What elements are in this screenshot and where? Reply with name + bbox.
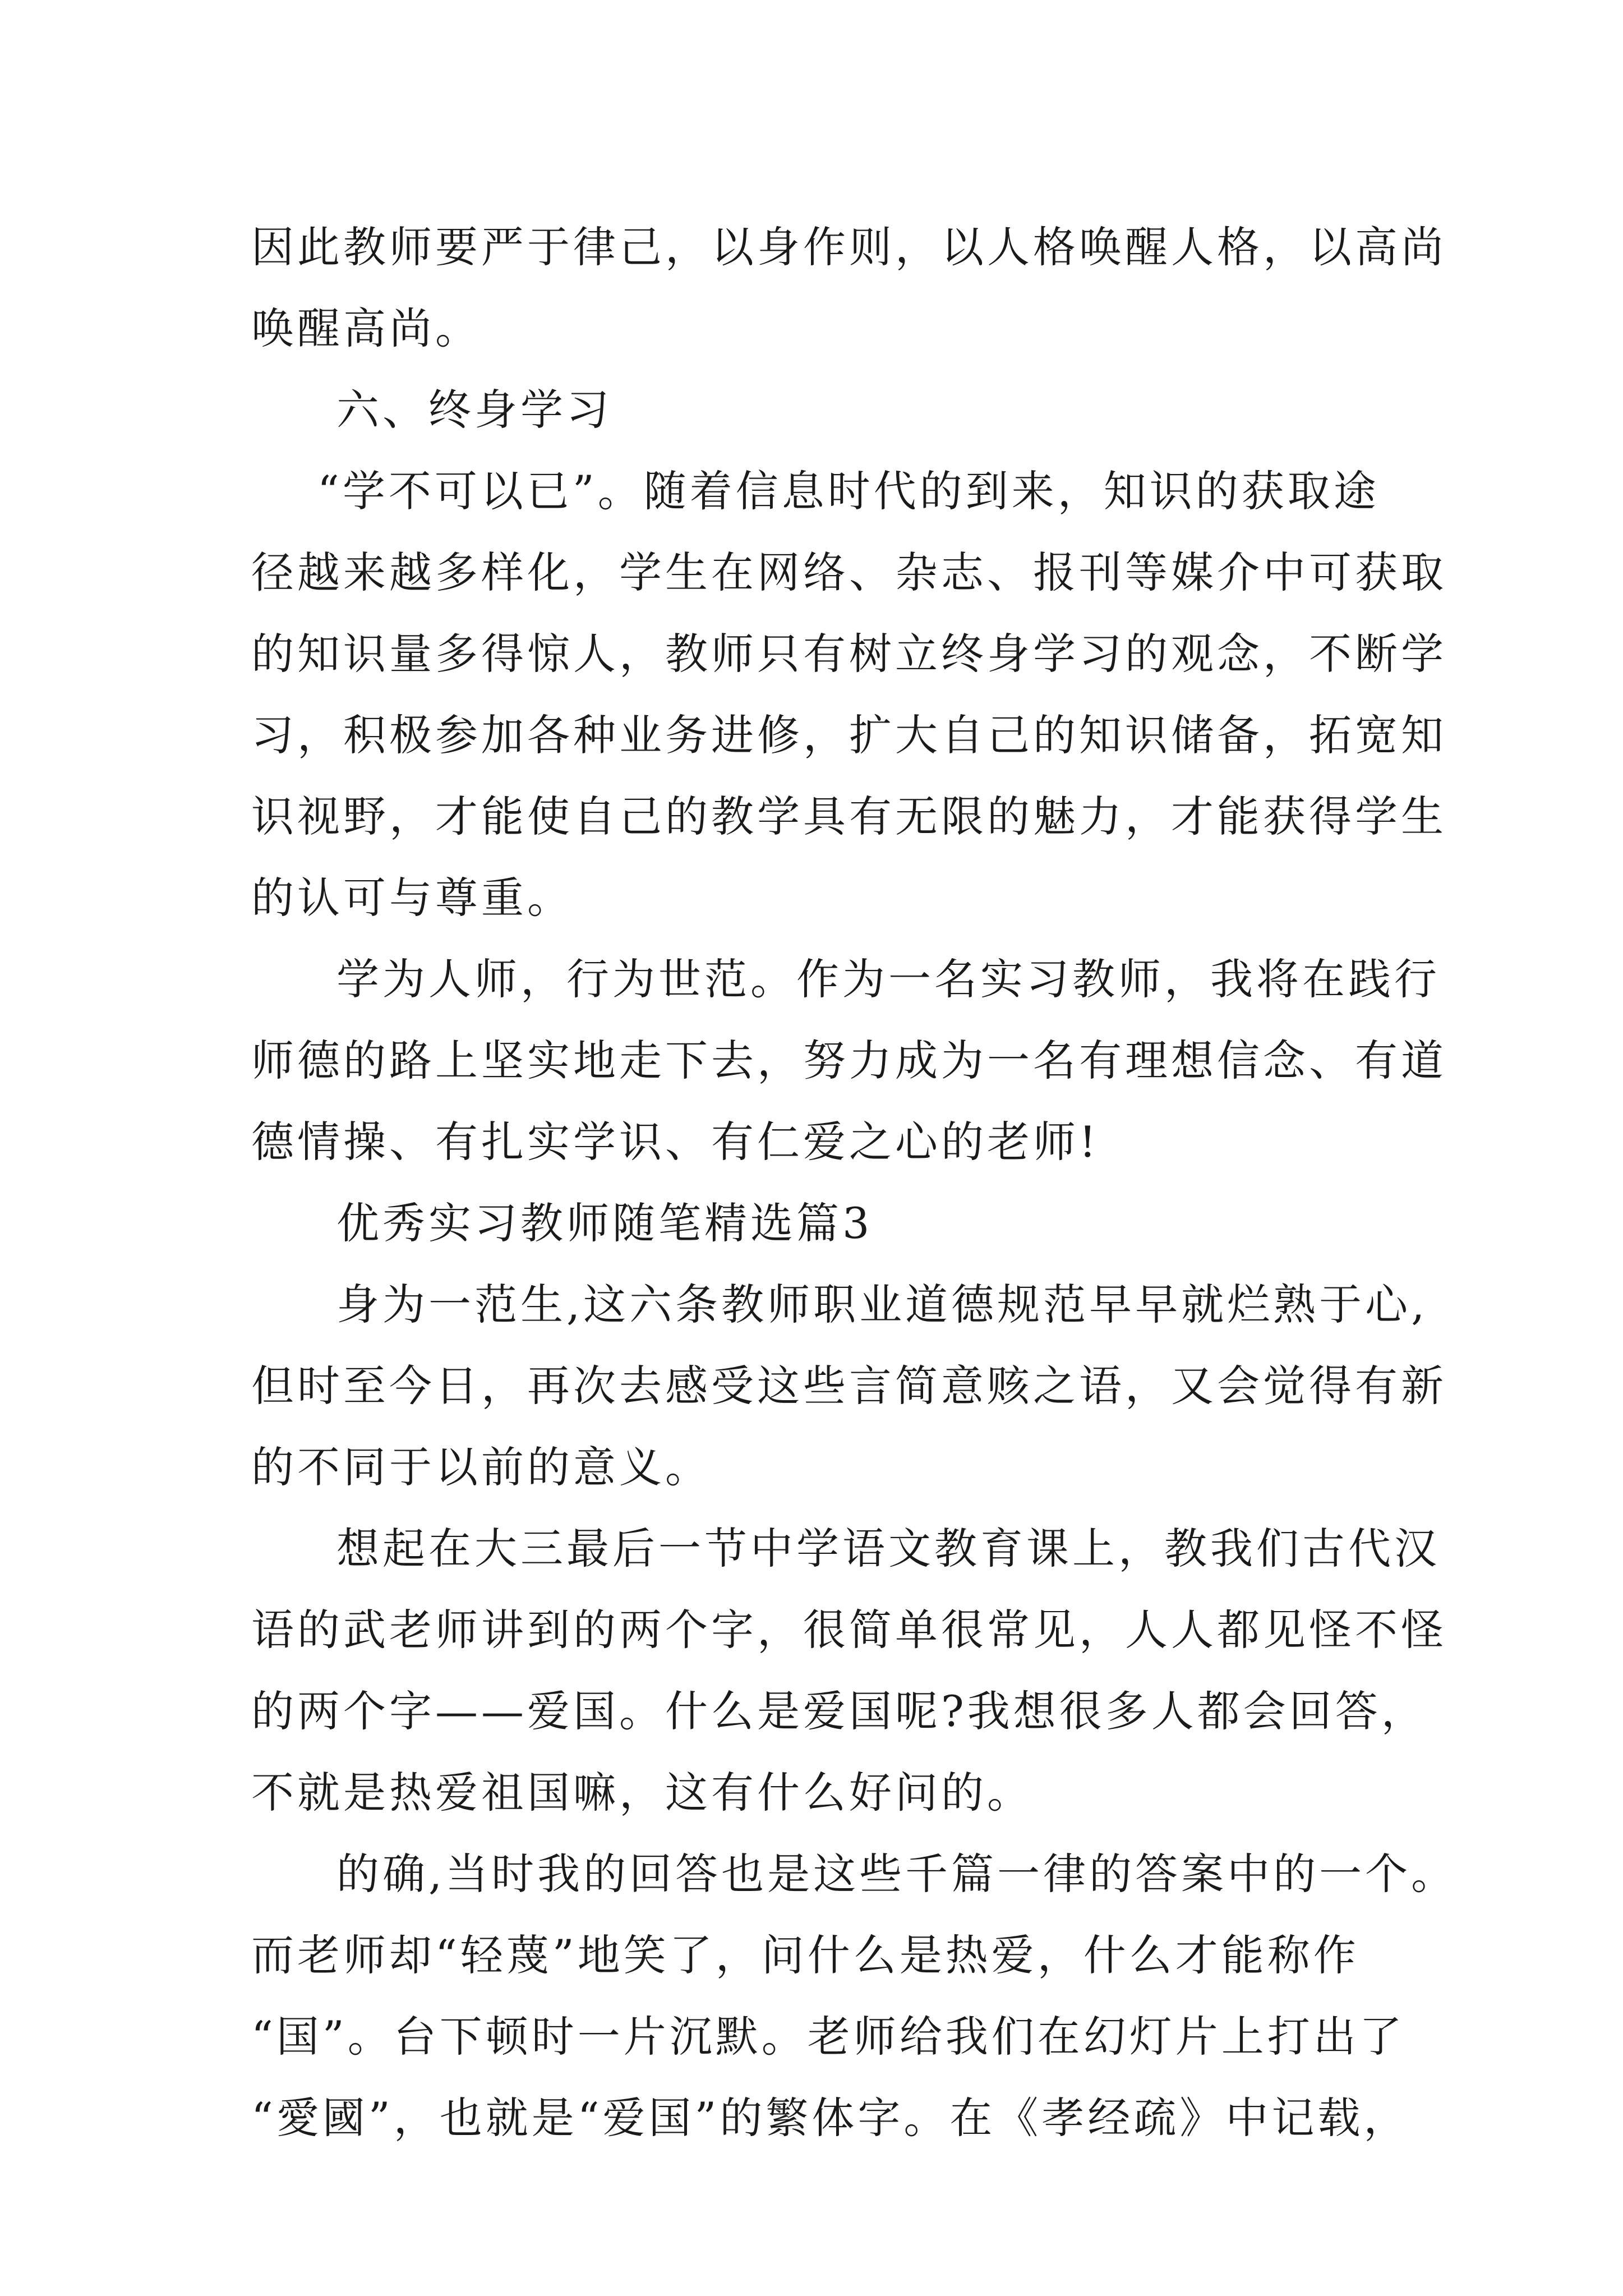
section-heading: 六、终身学习 [336, 385, 612, 435]
text-line: 德情操、有扎实学识、有仁爱之心的老师! [251, 1117, 1100, 1167]
text-line: 但时至今日，再次去感受这些言简意赅之语，又会觉得有新 [251, 1361, 1447, 1411]
text-line: 师德的路上坚实地走下去，努力成为一名有理想信念、有道 [251, 1036, 1447, 1085]
text-line: 想起在大三最后一节中学语文教育课上，教我们古代汉 [336, 1524, 1440, 1573]
text-line: 因此教师要严于律己，以身作则，以人格唤醒人格，以高尚 [251, 222, 1447, 272]
text-line: 唤醒高尚。 [251, 303, 481, 353]
text-line: 识视野，才能使自己的教学具有无限的魅力，才能获得学生 [251, 792, 1447, 841]
text-line: 习，积极参加各种业务进修，扩大自己的知识储备，拓宽知 [251, 710, 1447, 760]
document-body [251, 206, 1458, 2159]
text-line: “学不可以已”。随着信息时代的到来，知识的获取途 [317, 466, 1380, 516]
text-line: 身为一范生,这六条教师职业道德规范早早就烂熟于心, [336, 1280, 1428, 1329]
text-line: 的两个字——爱国。什么是爱国呢?我想很多人都会回答， [251, 1686, 1427, 1736]
text-line: 的确,当时我的回答也是这些千篇一律的答案中的一个。 [336, 1849, 1458, 1899]
text-line: 的认可与尊重。 [251, 873, 573, 923]
text-line: 的知识量多得惊人，教师只有树立终身学习的观念，不断学 [251, 629, 1447, 679]
text-line: “愛國”，也就是“爱国”的繁体字。在《孝经疏》中记载， [251, 2093, 1410, 2143]
text-line: 不就是热爱祖国嘛，这有什么好问的。 [251, 1768, 1033, 1818]
text-line: 而老师却“轻蔑”地笑了，问什么是热爱，什么才能称作 [251, 1930, 1359, 1980]
article-heading: 优秀实习教师随笔精选篇3 [336, 1198, 873, 1248]
text-line: 的不同于以前的意义。 [251, 1442, 711, 1492]
text-line: “国”。台下顿时一片沉默。老师给我们在幻灯片上打出了 [251, 2012, 1405, 2062]
text-line: 学为人师，行为世范。作为一名实习教师，我将在践行 [336, 954, 1440, 1004]
text-line: 语的武老师讲到的两个字，很简单很常见，人人都见怪不怪 [251, 1605, 1447, 1655]
text-line: 径越来越多样化，学生在网络、杂志、报刊等媒介中可获取 [251, 547, 1447, 597]
